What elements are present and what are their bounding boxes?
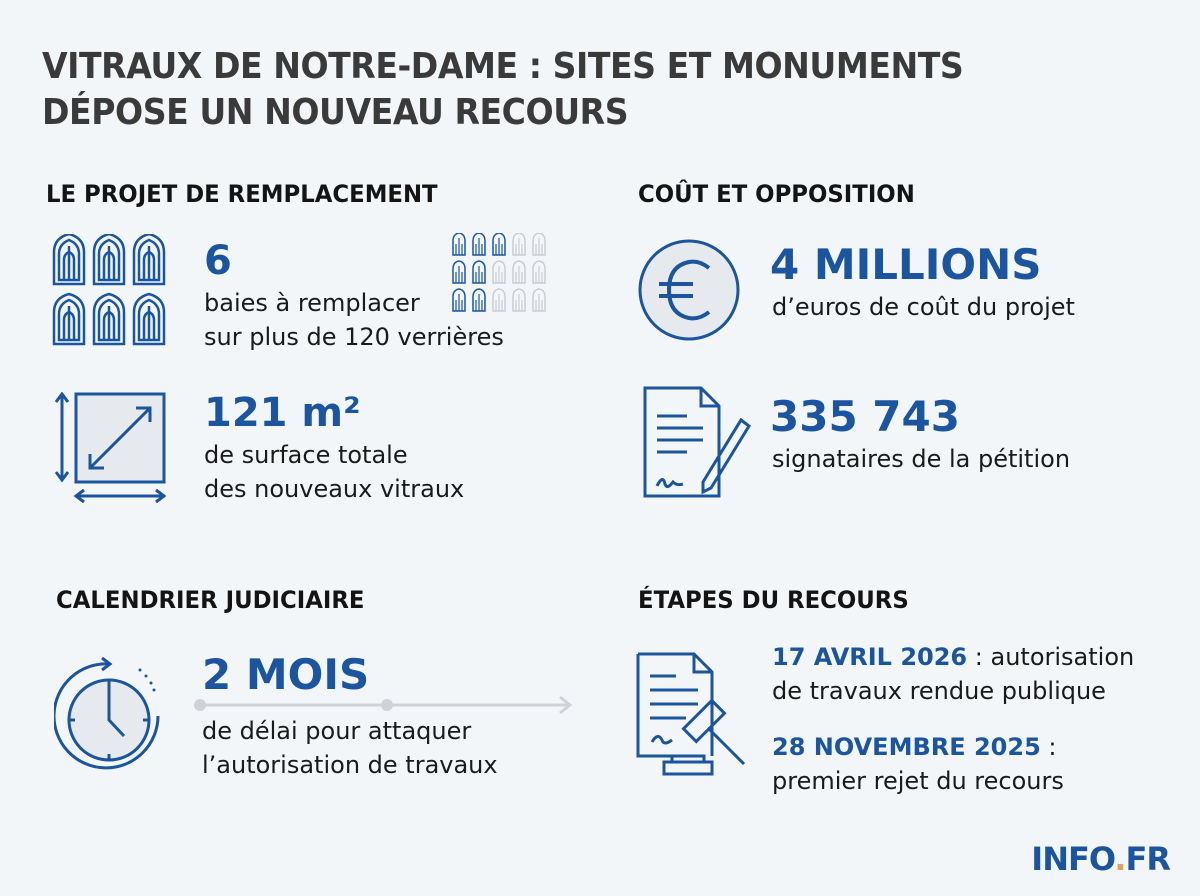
- step-1-text-a: autorisation: [990, 643, 1135, 671]
- logo-tld: FR: [1125, 840, 1170, 878]
- stat-baies-line-1: baies à remplacer: [204, 289, 420, 317]
- step-1-sep: :: [967, 643, 991, 671]
- step-2-sep: :: [1040, 733, 1057, 761]
- stat-baies-line-2: sur plus de 120 verrières: [204, 323, 504, 351]
- window-grid-icon: [452, 233, 552, 313]
- gavel-document-icon: [636, 652, 756, 782]
- stat-signataires-value: 335 743: [770, 392, 960, 441]
- stat-cout-label: d’euros de coût du projet: [772, 293, 1075, 321]
- clock-icon: [54, 650, 164, 780]
- section-heading-cout: COÛT ET OPPOSITION: [638, 180, 915, 208]
- stat-delai-line-2: l’autorisation de travaux: [202, 751, 498, 779]
- step-2-date: 28 NOVEMBRE 2025: [772, 733, 1041, 761]
- section-heading-etapes: ÉTAPES DU RECOURS: [638, 586, 909, 614]
- logo-dot: .: [1114, 840, 1126, 878]
- step-1-text-b: de travaux rendue publique: [772, 677, 1106, 705]
- page-title: [42, 44, 963, 136]
- step-1-date: 17 AVRIL 2026: [772, 643, 968, 671]
- stat-surface-value: 121 m²: [204, 390, 361, 436]
- stat-baies-value: 6: [204, 238, 232, 284]
- stat-delai-line-1: de délai pour attaquer: [202, 717, 472, 745]
- petition-sign-icon: [643, 386, 753, 500]
- stat-delai-label: [202, 714, 498, 782]
- stat-surface-line-2: des nouveaux vitraux: [204, 475, 465, 503]
- title-line-1: VITRAUX DE NOTRE-DAME : SITES ET MONUMENTS: [42, 46, 964, 87]
- section-heading-projet: LE PROJET DE REMPLACEMENT: [46, 180, 438, 208]
- stat-surface-line-1: de surface totale: [204, 441, 408, 469]
- section-heading-calendrier: CALENDRIER JUDICIAIRE: [56, 586, 365, 614]
- stat-cout-value: 4 MILLIONS: [770, 240, 1042, 289]
- gothic-windows-icon: [52, 234, 172, 346]
- brand-logo: [1031, 840, 1170, 878]
- stat-signataires-label: signataires de la pétition: [772, 445, 1071, 473]
- title-line-2: DÉPOSE UN NOUVEAU RECOURS: [42, 92, 629, 133]
- euro-icon: [637, 238, 741, 342]
- step-2: [772, 730, 1064, 798]
- step-1: [772, 640, 1134, 708]
- step-2-text-b: premier rejet du recours: [772, 767, 1064, 795]
- area-measure-icon: [54, 392, 166, 504]
- stat-delai-value: 2 MOIS: [202, 650, 370, 699]
- logo-main: INFO: [1031, 840, 1115, 878]
- stat-surface-label: [204, 438, 464, 506]
- timeline-arrow-icon: [190, 694, 580, 716]
